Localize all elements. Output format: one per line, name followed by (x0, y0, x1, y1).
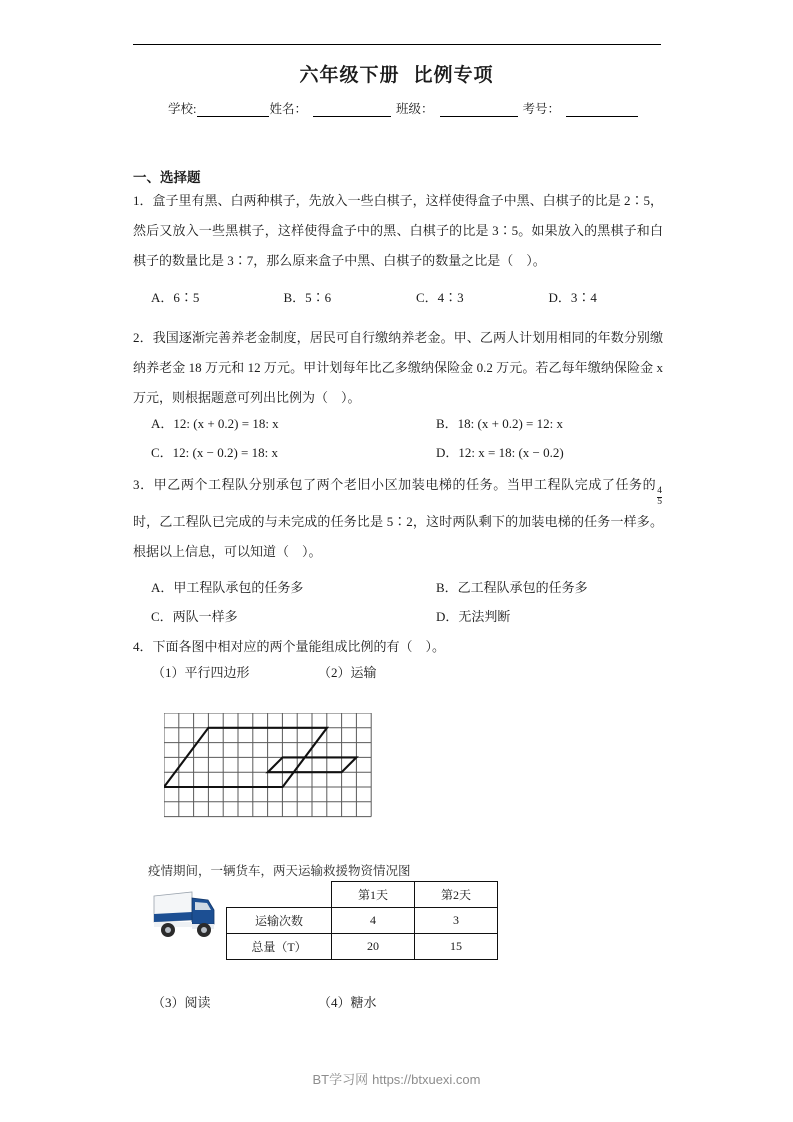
page-title (0, 60, 793, 87)
question-4-body: 下面各图中相对应的两个量能组成比例的有（ ）。 (152, 639, 446, 654)
transport-data-table (226, 881, 498, 960)
table-row (227, 934, 498, 960)
question-3-option-b[interactable]: B．乙工程队承包的任务多 (436, 580, 588, 595)
name-field[interactable] (269, 99, 391, 117)
table-cell-trips-day2: 3 (415, 908, 498, 934)
fraction-four-fifths (657, 487, 662, 507)
sublabel-parallelogram: （1）平行四边形 (152, 665, 250, 680)
exam-number-field[interactable] (522, 99, 638, 117)
question-2-option-c[interactable]: C．12: (x − 0.2) = 18: x (151, 445, 278, 460)
question-1-text (133, 186, 663, 276)
question-2-option-b[interactable]: B．18: (x + 0.2) = 12: x (436, 416, 563, 431)
table-cell-trips-day1: 4 (332, 908, 415, 934)
name-input-blank[interactable] (313, 104, 391, 117)
question-2-text (133, 323, 663, 413)
school-field[interactable] (168, 99, 269, 117)
student-info-line (168, 99, 638, 117)
table-header-day1: 第1天 (332, 882, 415, 908)
footer-watermark (0, 1069, 793, 1088)
exam-number-label: 考号： (522, 102, 560, 116)
table-header-row (227, 882, 498, 908)
question-1-options (133, 283, 663, 312)
class-label: 班级： (395, 102, 434, 116)
question-3-option-a[interactable]: A．甲工程队承包的任务多 (151, 580, 304, 595)
truck-rear-hub (165, 927, 171, 933)
question-3-options (133, 573, 663, 631)
truck-cab (192, 898, 214, 924)
truck-image (152, 886, 222, 949)
question-3-body-part1: 甲乙两个工程队分别承包了两个老旧小区加装电梯的任务。当甲工程队完成了任务的 (153, 477, 657, 492)
fraction-denominator: 5 (657, 496, 662, 507)
question-3-option-d[interactable]: D．无法判断 (436, 609, 511, 624)
class-field[interactable] (396, 99, 518, 117)
header-rule (133, 44, 661, 45)
table-row-label-total: 总量（T） (227, 934, 332, 960)
question-1-option-d[interactable]: D．3∶4 (548, 290, 597, 305)
section-heading-choice: 一、选择题 (133, 170, 201, 185)
exam-number-input-blank[interactable] (566, 104, 638, 117)
question-3-option-c[interactable]: C．两队一样多 (151, 609, 238, 624)
table-cell-total-day1: 20 (332, 934, 415, 960)
transport-figure-caption: 疫情期间，一辆货车，两天运输救援物资情况图 (148, 864, 411, 878)
sublabel-reading: （3）阅读 (152, 995, 211, 1010)
question-4-text (133, 632, 663, 662)
sublabel-transport: （2）运输 (318, 665, 377, 680)
question-3-number: 3． (133, 477, 154, 492)
footer-brand: BT学习网 (312, 1072, 369, 1087)
table-header-day2: 第2天 (415, 882, 498, 908)
question-2-body: 我国逐渐完善养老金制度，居民可自行缴纳养老金。甲、乙两人计划用相同的年数分别缴纳养老金 18 万元和 12 万元。甲计划每年比乙多缴纳保险金 0.2 万元。若乙每年缴纳保险金 x 万元，则根据题意可列出比例为（ ）。 (133, 330, 663, 405)
question-1-option-c[interactable]: C．4∶3 (416, 290, 464, 305)
class-input-blank[interactable] (440, 104, 518, 117)
question-1-option-a[interactable]: A．6∶5 (151, 290, 200, 305)
question-1-body: 盒子里有黑、白两种棋子，先放入一些白棋子，这样使得盒子中黑、白棋子的比是 2∶5，然后又放入一些黑棋子，这样使得盒子中的黑、白棋子的比是 3∶5。如果放入的黑棋子和白棋子的数量比是 3∶7，那么原来盒子中黑、白棋子的数量之比是（ ）。 (133, 193, 663, 268)
question-3-text (133, 470, 663, 567)
question-1-number: 1． (133, 193, 153, 208)
footer-url: https://btxuexi.com (372, 1072, 481, 1087)
table-cell-total-day2: 15 (415, 934, 498, 960)
table-corner-cell (227, 882, 332, 908)
sublabel-sugar-water: （4）糖水 (318, 995, 377, 1010)
table-row-label-trips: 运输次数 (227, 908, 332, 934)
question-2-option-a[interactable]: A．12: (x + 0.2) = 18: x (151, 416, 279, 431)
page-title-sub: 比例专项 (413, 65, 494, 86)
school-label: 学校: (168, 102, 197, 116)
parallelogram-grid-svg (164, 713, 372, 833)
school-input-blank[interactable] (197, 104, 269, 117)
table-row (227, 908, 498, 934)
question-1-option-b[interactable]: B．5∶6 (283, 290, 332, 305)
question-2-options (133, 409, 663, 467)
fraction-numerator: 4 (657, 485, 662, 496)
name-label: 姓名： (269, 102, 307, 116)
question-3-body-part2: 时，乙工程队已完成的与未完成的任务比是 5∶2，这时两队剩下的加装电梯的任务一样多。根据以上信息，可以知道（ ）。 (133, 514, 663, 560)
parallelogram-grid-figure (164, 713, 372, 833)
truck-front-hub (201, 927, 207, 933)
page-title-main: 六年级下册 (299, 65, 400, 86)
question-2-number: 2． (133, 330, 153, 345)
question-4-number: 4． (133, 639, 153, 654)
question-2-option-d[interactable]: D．12: x = 18: (x − 0.2) (436, 445, 564, 460)
truck-icon (152, 886, 222, 944)
